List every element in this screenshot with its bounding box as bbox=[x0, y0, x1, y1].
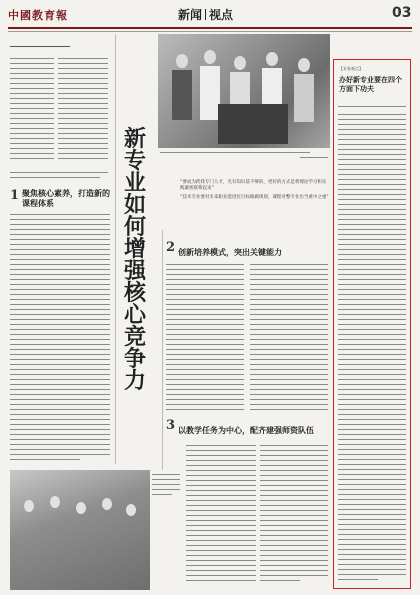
masthead-rule bbox=[8, 27, 412, 29]
section-2-title: 创新培养模式，突出关键能力 bbox=[178, 248, 282, 257]
section-title bbox=[178, 6, 233, 23]
section-divider bbox=[205, 9, 206, 20]
pull-quote-2: “技术专业要对未来职业能进位目标做做规划，课程对整专业出当重中之重” bbox=[180, 195, 329, 200]
column-divider bbox=[115, 34, 116, 464]
top-photo bbox=[158, 34, 330, 148]
main-headline: 新专业如何增强核心竞争力 bbox=[123, 126, 146, 394]
pull-quote-1: “要成为跨我专门人才，光有知识基不够的，更好的方式是将理论学习和实践紧密联系起来” bbox=[180, 180, 327, 191]
pull-quotes bbox=[180, 180, 330, 204]
newspaper-logo: 中國教育報 bbox=[8, 9, 68, 22]
page-number: 03 bbox=[392, 5, 412, 21]
section-3-title: 以教学任务为中心，配齐建强师资队伍 bbox=[178, 426, 314, 435]
section-2-number: 2 bbox=[166, 240, 176, 255]
commentary-title: 办好新专业要在四个方面下功夫 bbox=[339, 76, 402, 93]
section-subname: 视点 bbox=[209, 8, 234, 22]
masthead-rule-thin bbox=[8, 31, 412, 32]
section-name: 新闻 bbox=[178, 8, 203, 22]
masthead bbox=[8, 6, 412, 24]
column-divider bbox=[162, 230, 163, 470]
bottom-photo bbox=[10, 470, 150, 590]
section-3-number: 3 bbox=[166, 418, 176, 433]
section-1-number: 1 bbox=[10, 188, 20, 203]
commentary-tag: 【专家观点】 bbox=[339, 66, 363, 71]
section-1-title: 聚焦核心素养，打造新的课程体系 bbox=[22, 189, 110, 208]
